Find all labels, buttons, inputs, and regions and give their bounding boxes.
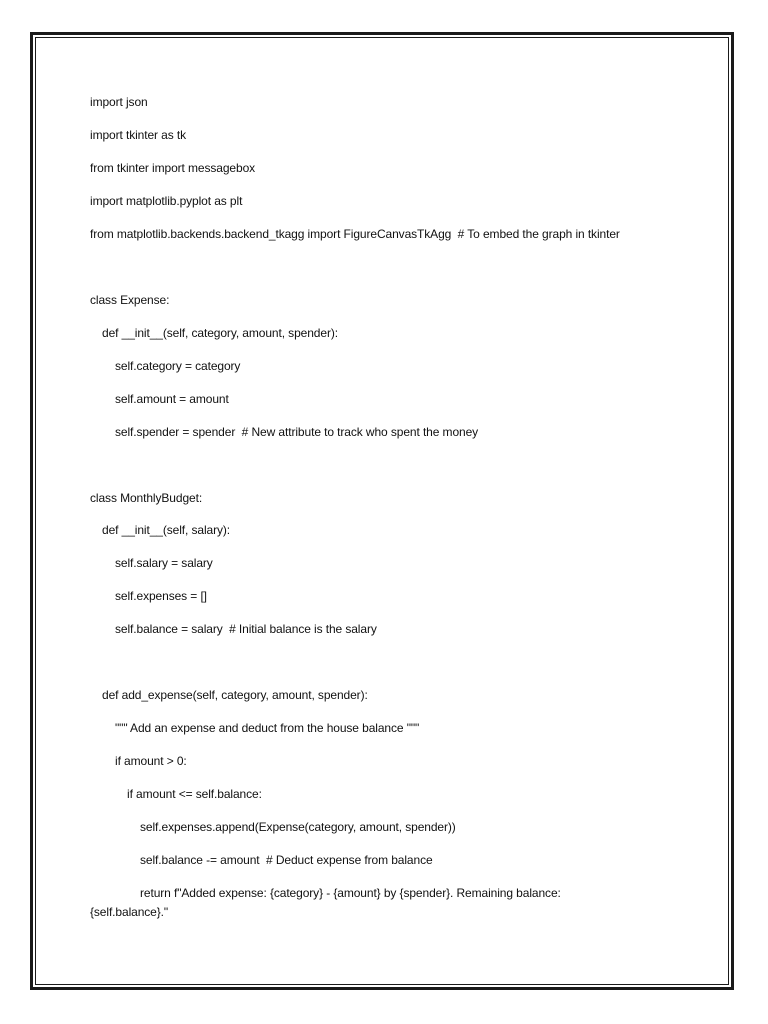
- code-line: self.salary = salary: [115, 556, 213, 570]
- code-line: self.amount = amount: [115, 392, 229, 406]
- code-line: self.spender = spender # New attribute to track who spent the money: [115, 425, 479, 439]
- code-line: import matplotlib.pyplot as plt: [90, 194, 243, 208]
- code-line: return f"Added expense: {category} - {amount} by {spender}. Remaining balance:: [140, 886, 561, 900]
- code-line: self.category = category: [115, 359, 241, 373]
- code-line: {self.balance}.": [90, 905, 169, 919]
- code-line: self.balance = salary # Initial balance is the salary: [115, 622, 377, 636]
- code-line: import json: [90, 95, 148, 109]
- page-border-inner: [35, 37, 729, 985]
- code-line: def __init__(self, salary):: [102, 523, 231, 537]
- code-line: self.expenses.append(Expense(category, amount, spender)): [140, 820, 456, 834]
- code-line: """ Add an expense and deduct from the house balance """: [115, 721, 420, 735]
- code-line: from tkinter import messagebox: [90, 161, 256, 175]
- code-line: def __init__(self, category, amount, spender):: [102, 326, 338, 340]
- code-line: if amount > 0:: [115, 754, 187, 768]
- code-line: import tkinter as tk: [90, 128, 187, 142]
- code-line: if amount <= self.balance:: [127, 787, 262, 801]
- code-line: self.expenses = []: [115, 589, 207, 603]
- code-line: def add_expense(self, category, amount, spender):: [102, 688, 368, 702]
- code-line: class Expense:: [90, 293, 170, 307]
- code-line: class MonthlyBudget:: [90, 491, 203, 505]
- code-line: self.balance -= amount # Deduct expense from balance: [140, 853, 433, 867]
- code-line: from matplotlib.backends.backend_tkagg import FigureCanvasTkAgg # To embed the graph in tkinter: [90, 227, 620, 241]
